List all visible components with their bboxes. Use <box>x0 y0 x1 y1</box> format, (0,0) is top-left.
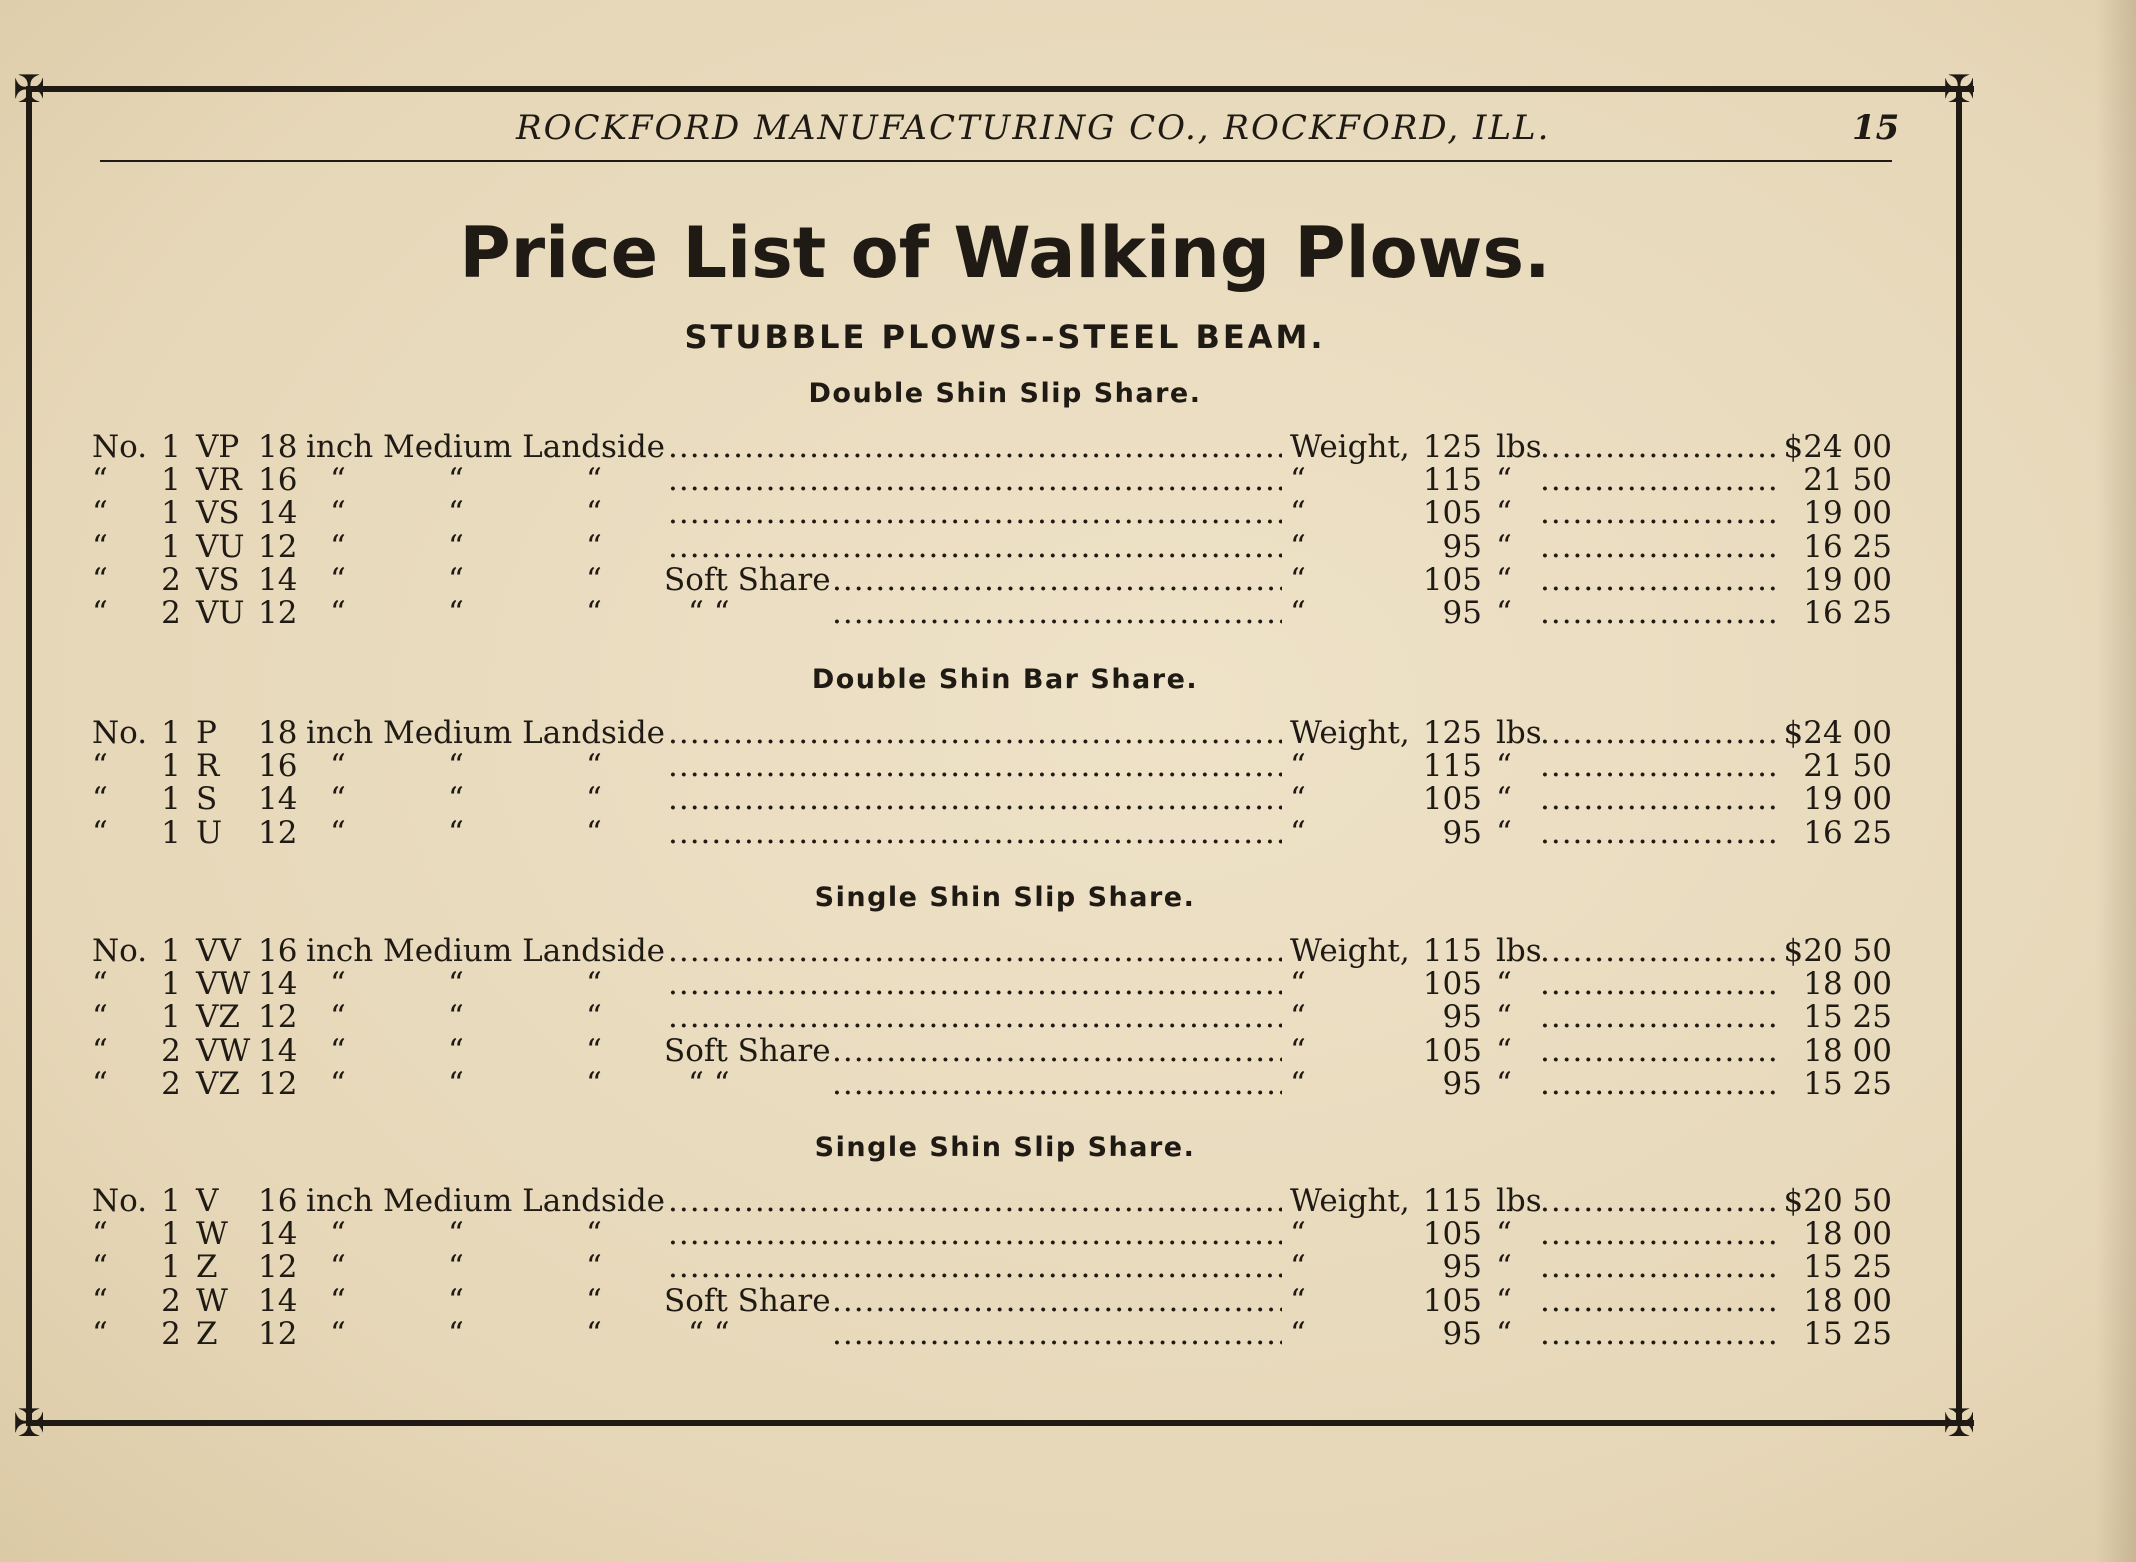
row-weight-label: “ <box>1290 999 1306 1036</box>
row-ditto-mark: “ <box>330 495 346 532</box>
row-leader-dots <box>1540 967 1776 1001</box>
row-number-label: “ <box>92 999 108 1036</box>
row-description-extra: Soft Share <box>664 1032 831 1069</box>
row-model-code: S <box>196 781 218 818</box>
row-leader-dots <box>1540 816 1776 850</box>
row-weight: 105 <box>1422 1282 1482 1319</box>
row-weight-label: “ <box>1290 814 1306 851</box>
row-ditto-mark: “ <box>586 1315 602 1352</box>
row-series: 1 <box>161 933 181 969</box>
table-row <box>0 782 2010 816</box>
table-row <box>0 967 2010 1001</box>
row-model-code: W <box>196 1216 228 1253</box>
row-weight-label: “ <box>1290 1315 1306 1352</box>
row-number-label: “ <box>92 1216 108 1253</box>
table-row <box>0 749 2010 783</box>
row-description: inch Medium Landside <box>306 1183 666 1219</box>
row-model-code: VW <box>196 1032 251 1069</box>
row-ditto-mark: “ <box>586 595 602 631</box>
table-row <box>0 1034 2010 1068</box>
table-row <box>0 596 2010 630</box>
row-ditto-mark: “ <box>330 1315 346 1352</box>
row-price: 21 50 <box>1803 748 1892 785</box>
row-leader-dots <box>1540 1250 1776 1284</box>
row-number-label: No. <box>92 1183 148 1219</box>
row-model-code: VZ <box>196 1065 240 1102</box>
row-weight-unit: lbs <box>1496 1183 1542 1219</box>
row-leader-dots <box>668 430 1282 464</box>
row-weight-label: Weight, <box>1290 715 1410 751</box>
row-model-code: P <box>196 715 217 751</box>
row-size: 14 <box>258 561 298 598</box>
row-series: 1 <box>161 1183 181 1219</box>
row-weight-unit: “ <box>1496 1216 1512 1253</box>
row-weight-unit: “ <box>1496 748 1512 785</box>
row-leader-dots <box>668 749 1282 783</box>
row-weight: 95 <box>1442 1065 1482 1102</box>
page-title: Price List of Walking Plows. <box>459 212 1551 294</box>
row-model-code: VR <box>196 462 242 499</box>
row-size: 18 <box>258 715 298 751</box>
section-heading: Single Shin Slip Share. <box>814 1132 1196 1163</box>
row-model-code: VU <box>196 528 245 565</box>
row-price: 15 25 <box>1803 1315 1892 1352</box>
row-leader-dots <box>668 782 1282 816</box>
row-weight: 115 <box>1422 462 1482 499</box>
row-size: 14 <box>258 781 298 818</box>
row-weight-unit: lbs <box>1496 429 1542 465</box>
row-weight-label: Weight, <box>1290 933 1410 969</box>
row-ditto-mark: “ <box>448 595 464 631</box>
row-leader-dots <box>1540 463 1776 497</box>
row-series: 1 <box>161 814 181 851</box>
row-leader-dots <box>668 530 1282 564</box>
row-description: inch Medium Landside <box>306 429 666 465</box>
row-weight: 105 <box>1422 781 1482 818</box>
row-number-label: “ <box>92 1315 108 1352</box>
row-size: 14 <box>258 1282 298 1319</box>
row-ditto-mark: “ <box>586 528 602 565</box>
row-weight-unit: “ <box>1496 462 1512 499</box>
row-size: 12 <box>258 1249 298 1286</box>
table-row <box>0 430 2010 464</box>
row-series: 1 <box>161 462 181 499</box>
corner-cross-ornament-icon: ✠ <box>1943 1401 1975 1445</box>
table-row <box>0 716 2010 750</box>
row-leader-dots <box>1540 563 1776 597</box>
row-weight-label: “ <box>1290 1249 1306 1286</box>
row-model-code: VU <box>196 595 245 631</box>
row-series: 1 <box>161 715 181 751</box>
row-weight-label: “ <box>1290 528 1306 565</box>
row-price: 19 00 <box>1803 495 1892 532</box>
row-weight-label: “ <box>1290 1065 1306 1102</box>
row-price: 16 25 <box>1803 528 1892 565</box>
row-leader-dots <box>668 716 1282 750</box>
row-size: 14 <box>258 1216 298 1253</box>
row-ditto-mark: “ <box>330 1282 346 1319</box>
row-price: 16 25 <box>1803 595 1892 631</box>
row-ditto-mark: “ <box>448 999 464 1036</box>
row-ditto-mark: “ <box>586 1065 602 1102</box>
row-price: $24 00 <box>1783 715 1892 751</box>
row-weight-label: Weight, <box>1290 429 1410 465</box>
running-head-title: ROCKFORD MANUFACTURING CO., ROCKFORD, ILL. <box>516 108 1551 148</box>
table-row <box>0 530 2010 564</box>
row-weight-label: “ <box>1290 966 1306 1003</box>
row-leader-dots <box>1540 1067 1776 1101</box>
row-leader-dots <box>832 563 1282 597</box>
row-ditto-mark: “ <box>448 748 464 785</box>
row-weight-label: “ <box>1290 495 1306 532</box>
table-row <box>0 1000 2010 1034</box>
row-price: 21 50 <box>1803 462 1892 499</box>
row-price: $20 50 <box>1783 1183 1892 1219</box>
row-model-code: VW <box>196 966 251 1003</box>
row-weight-unit: lbs <box>1496 933 1542 969</box>
section-heading: Double Shin Slip Share. <box>808 378 1202 409</box>
row-series: 1 <box>161 1216 181 1253</box>
row-leader-dots <box>1540 530 1776 564</box>
row-ditto-mark: “ <box>448 966 464 1003</box>
page-number: 15 <box>1852 108 1900 148</box>
row-number-label: “ <box>92 462 108 499</box>
row-ditto-mark: “ <box>330 1065 346 1102</box>
row-weight-unit: “ <box>1496 1249 1512 1286</box>
row-size: 12 <box>258 1315 298 1352</box>
row-weight-label: “ <box>1290 748 1306 785</box>
row-leader-dots <box>1540 1284 1776 1318</box>
row-weight-label: “ <box>1290 595 1306 631</box>
corner-cross-ornament-icon: ✠ <box>1943 67 1975 111</box>
row-size: 12 <box>258 814 298 851</box>
row-leader-dots <box>1540 596 1776 630</box>
row-ditto-mark: “ <box>330 595 346 631</box>
row-leader-dots <box>1540 430 1776 464</box>
row-leader-dots <box>832 1034 1282 1068</box>
row-number-label: “ <box>92 1065 108 1102</box>
row-ditto-mark: “ <box>586 814 602 851</box>
row-number-label: No. <box>92 933 148 969</box>
row-series: 1 <box>161 528 181 565</box>
row-model-code: Z <box>196 1249 218 1286</box>
row-number-label: “ <box>92 561 108 598</box>
row-series: 1 <box>161 495 181 532</box>
running-head <box>100 108 1900 156</box>
row-model-code: VV <box>196 933 241 969</box>
row-leader-dots <box>1540 934 1776 968</box>
row-weight-unit: “ <box>1496 595 1512 631</box>
row-number-label: “ <box>92 748 108 785</box>
row-leader-dots <box>1540 782 1776 816</box>
row-description-extra: “ “ <box>688 1065 730 1102</box>
row-description: inch Medium Landside <box>306 715 666 751</box>
row-series: 2 <box>161 595 181 631</box>
row-size: 12 <box>258 528 298 565</box>
row-leader-dots <box>668 934 1282 968</box>
row-ditto-mark: “ <box>330 528 346 565</box>
row-leader-dots <box>668 463 1282 497</box>
row-description-extra: Soft Share <box>664 1282 831 1319</box>
row-ditto-mark: “ <box>448 462 464 499</box>
row-ditto-mark: “ <box>448 1282 464 1319</box>
row-ditto-mark: “ <box>448 528 464 565</box>
row-weight: 95 <box>1442 999 1482 1036</box>
row-price: 15 25 <box>1803 1249 1892 1286</box>
row-size: 16 <box>258 462 298 499</box>
row-number-label: “ <box>92 966 108 1003</box>
row-ditto-mark: “ <box>330 781 346 818</box>
row-leader-dots <box>832 596 1282 630</box>
row-size: 14 <box>258 1032 298 1069</box>
row-weight-unit: “ <box>1496 1032 1512 1069</box>
row-series: 2 <box>161 1282 181 1319</box>
section-heading: Single Shin Slip Share. <box>814 882 1196 913</box>
row-leader-dots <box>1540 496 1776 530</box>
row-price: 18 00 <box>1803 966 1892 1003</box>
row-leader-dots <box>668 1184 1282 1218</box>
row-ditto-mark: “ <box>448 1216 464 1253</box>
row-series: 1 <box>161 1249 181 1286</box>
table-row <box>0 1250 2010 1284</box>
row-number-label: “ <box>92 814 108 851</box>
row-series: 1 <box>161 429 181 465</box>
table-row <box>0 496 2010 530</box>
row-ditto-mark: “ <box>448 781 464 818</box>
row-price: $24 00 <box>1783 429 1892 465</box>
top-border-rule <box>28 86 1974 92</box>
row-model-code: VS <box>196 561 240 598</box>
row-weight-unit: “ <box>1496 814 1512 851</box>
row-series: 2 <box>161 561 181 598</box>
row-ditto-mark: “ <box>586 1249 602 1286</box>
row-series: 1 <box>161 999 181 1036</box>
row-series: 2 <box>161 1315 181 1352</box>
row-number-label: “ <box>92 781 108 818</box>
row-model-code: VP <box>196 429 240 465</box>
row-price: 18 00 <box>1803 1216 1892 1253</box>
row-weight-unit: “ <box>1496 561 1512 598</box>
row-weight-unit: “ <box>1496 999 1512 1036</box>
row-size: 16 <box>258 933 298 969</box>
row-model-code: VS <box>196 495 240 532</box>
row-description-extra: Soft Share <box>664 561 831 598</box>
row-ditto-mark: “ <box>330 1216 346 1253</box>
row-weight: 125 <box>1422 429 1482 465</box>
row-weight: 95 <box>1442 1249 1482 1286</box>
row-weight: 95 <box>1442 528 1482 565</box>
row-ditto-mark: “ <box>330 462 346 499</box>
row-ditto-mark: “ <box>330 966 346 1003</box>
row-ditto-mark: “ <box>448 1065 464 1102</box>
row-size: 12 <box>258 999 298 1036</box>
row-leader-dots <box>668 967 1282 1001</box>
row-number-label: “ <box>92 495 108 532</box>
row-ditto-mark: “ <box>330 561 346 598</box>
row-weight: 115 <box>1422 748 1482 785</box>
running-head-rule <box>100 160 1892 162</box>
page-subtitle: STUBBLE PLOWS--STEEL BEAM. <box>684 318 1326 356</box>
table-row <box>0 816 2010 850</box>
row-ditto-mark: “ <box>586 1282 602 1319</box>
row-ditto-mark: “ <box>586 748 602 785</box>
row-ditto-mark: “ <box>330 1032 346 1069</box>
bottom-border-rule <box>28 1420 1974 1426</box>
row-size: 16 <box>258 748 298 785</box>
row-series: 1 <box>161 966 181 1003</box>
row-ditto-mark: “ <box>448 495 464 532</box>
table-row <box>0 563 2010 597</box>
row-series: 2 <box>161 1032 181 1069</box>
row-ditto-mark: “ <box>586 1216 602 1253</box>
table-row <box>0 1217 2010 1251</box>
row-number-label: “ <box>92 528 108 565</box>
row-price: 15 25 <box>1803 999 1892 1036</box>
row-size: 18 <box>258 429 298 465</box>
row-leader-dots <box>1540 1184 1776 1218</box>
row-weight-unit: “ <box>1496 1282 1512 1319</box>
row-price: 19 00 <box>1803 781 1892 818</box>
row-ditto-mark: “ <box>586 561 602 598</box>
row-leader-dots <box>832 1317 1282 1351</box>
row-size: 12 <box>258 1065 298 1102</box>
row-price: 18 00 <box>1803 1282 1892 1319</box>
row-series: 1 <box>161 781 181 818</box>
row-weight-label: Weight, <box>1290 1183 1410 1219</box>
row-leader-dots <box>668 1250 1282 1284</box>
row-leader-dots <box>668 816 1282 850</box>
row-size: 16 <box>258 1183 298 1219</box>
row-series: 1 <box>161 748 181 785</box>
table-row <box>0 463 2010 497</box>
row-weight: 125 <box>1422 715 1482 751</box>
row-number-label: No. <box>92 715 148 751</box>
row-model-code: R <box>196 748 220 785</box>
table-row <box>0 1067 2010 1101</box>
corner-cross-ornament-icon: ✠ <box>13 1401 45 1445</box>
row-leader-dots <box>832 1284 1282 1318</box>
row-ditto-mark: “ <box>448 1032 464 1069</box>
row-price: 16 25 <box>1803 814 1892 851</box>
row-number-label: “ <box>92 1249 108 1286</box>
row-size: 14 <box>258 495 298 532</box>
row-ditto-mark: “ <box>448 1249 464 1286</box>
row-weight-label: “ <box>1290 1216 1306 1253</box>
row-weight-label: “ <box>1290 1282 1306 1319</box>
row-ditto-mark: “ <box>330 1249 346 1286</box>
row-size: 14 <box>258 966 298 1003</box>
table-row <box>0 934 2010 968</box>
row-weight-label: “ <box>1290 781 1306 818</box>
row-weight: 105 <box>1422 561 1482 598</box>
row-leader-dots <box>1540 1034 1776 1068</box>
row-ditto-mark: “ <box>586 966 602 1003</box>
row-leader-dots <box>668 1217 1282 1251</box>
row-leader-dots <box>668 496 1282 530</box>
row-ditto-mark: “ <box>448 814 464 851</box>
row-ditto-mark: “ <box>586 1032 602 1069</box>
table-row <box>0 1184 2010 1218</box>
row-ditto-mark: “ <box>330 748 346 785</box>
row-leader-dots <box>668 1000 1282 1034</box>
row-ditto-mark: “ <box>448 1315 464 1352</box>
row-leader-dots <box>1540 749 1776 783</box>
row-price: 15 25 <box>1803 1065 1892 1102</box>
row-model-code: U <box>196 814 223 851</box>
row-description-extra: “ “ <box>688 1315 730 1352</box>
row-model-code: Z <box>196 1315 218 1352</box>
row-weight: 105 <box>1422 966 1482 1003</box>
row-number-label: “ <box>92 1032 108 1069</box>
page-spine-shadow <box>2096 0 2136 1562</box>
row-weight: 95 <box>1442 1315 1482 1352</box>
row-weight: 105 <box>1422 1216 1482 1253</box>
table-row <box>0 1284 2010 1318</box>
row-ditto-mark: “ <box>586 999 602 1036</box>
row-model-code: W <box>196 1282 228 1319</box>
row-ditto-mark: “ <box>330 814 346 851</box>
row-price: 19 00 <box>1803 561 1892 598</box>
section-heading: Double Shin Bar Share. <box>811 664 1199 695</box>
row-leader-dots <box>832 1067 1282 1101</box>
row-weight: 95 <box>1442 814 1482 851</box>
row-weight-unit: “ <box>1496 528 1512 565</box>
row-ditto-mark: “ <box>586 781 602 818</box>
row-weight: 105 <box>1422 495 1482 532</box>
row-leader-dots <box>1540 1217 1776 1251</box>
row-weight-unit: “ <box>1496 495 1512 532</box>
row-ditto-mark: “ <box>448 561 464 598</box>
corner-cross-ornament-icon: ✠ <box>13 67 45 111</box>
row-number-label: “ <box>92 1282 108 1319</box>
row-ditto-mark: “ <box>586 495 602 532</box>
table-row <box>0 1317 2010 1351</box>
row-weight: 105 <box>1422 1032 1482 1069</box>
row-weight: 95 <box>1442 595 1482 631</box>
row-leader-dots <box>1540 1000 1776 1034</box>
row-ditto-mark: “ <box>586 462 602 499</box>
row-weight-unit: “ <box>1496 1065 1512 1102</box>
row-size: 12 <box>258 595 298 631</box>
row-model-code: V <box>196 1183 219 1219</box>
row-number-label: No. <box>92 429 148 465</box>
row-series: 2 <box>161 1065 181 1102</box>
row-weight: 115 <box>1422 1183 1482 1219</box>
row-weight-unit: “ <box>1496 1315 1512 1352</box>
row-model-code: VZ <box>196 999 240 1036</box>
row-price: $20 50 <box>1783 933 1892 969</box>
row-weight-unit: “ <box>1496 966 1512 1003</box>
row-number-label: “ <box>92 595 108 631</box>
row-weight: 115 <box>1422 933 1482 969</box>
row-description-extra: “ “ <box>688 595 730 631</box>
row-description: inch Medium Landside <box>306 933 666 969</box>
row-weight-unit: lbs <box>1496 715 1542 751</box>
row-weight-unit: “ <box>1496 781 1512 818</box>
row-leader-dots <box>1540 716 1776 750</box>
row-price: 18 00 <box>1803 1032 1892 1069</box>
row-weight-label: “ <box>1290 561 1306 598</box>
row-weight-label: “ <box>1290 1032 1306 1069</box>
row-weight-label: “ <box>1290 462 1306 499</box>
row-ditto-mark: “ <box>330 999 346 1036</box>
row-leader-dots <box>1540 1317 1776 1351</box>
